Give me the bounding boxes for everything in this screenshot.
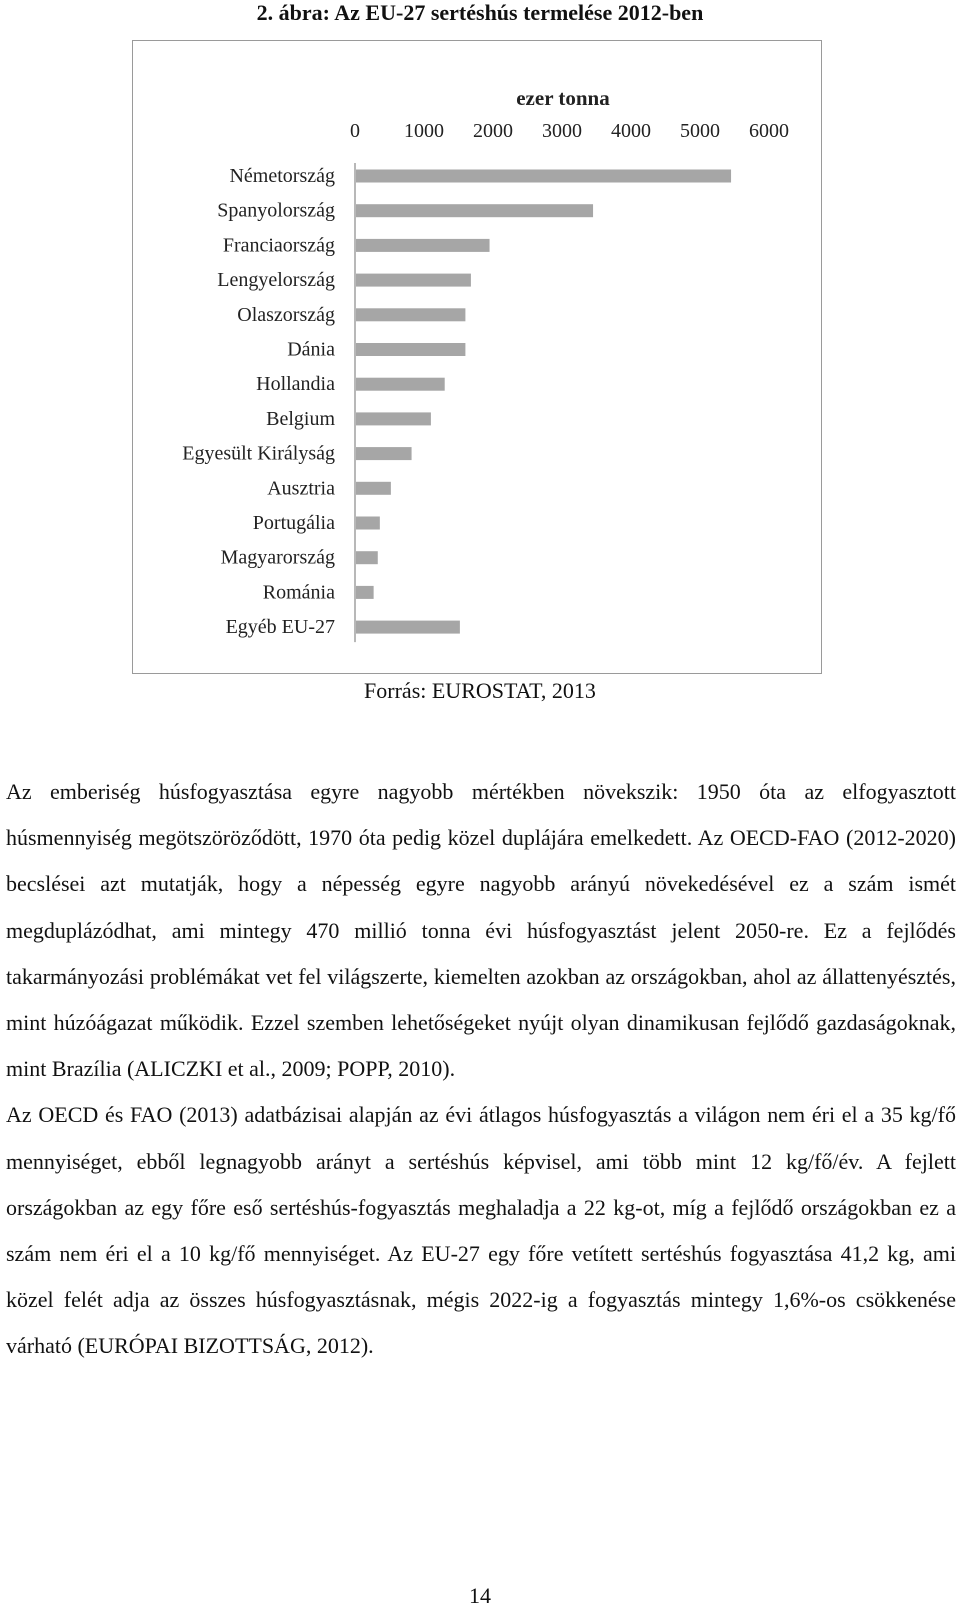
paragraph: Az OECD és FAO (2013) adatbázisai alapján az évi átlagos húsfogyasztás a világon nem éri el a 35 kg/fő mennyiséget, ebből legnagyobb arányt a sertéshús képvisel, ami több mint 12 kg/fő/év. A fejlett országokban az egy főre eső sertéshús-fogyasztás meghaladja a 22 kg-ot, míg a fejlődő országokban ez a szám nem éri el a 10 kg/fő mennyiséget. Az EU-27 egy főre vetített sertéshús fogyasztása 41,2 kg, ami közel felét adja az összes húsfogyasztásnak, mégis 2022-ig a fogyasztás mintegy 1,6%-os csökkenése várható (EURÓPAI BIZOTTSÁG, 2012).	[6, 1102, 956, 1359]
bar	[356, 274, 471, 287]
x-tick-label: 2000	[473, 120, 513, 142]
bar	[356, 239, 490, 252]
category-label: Olaszország	[237, 303, 335, 326]
bar	[356, 621, 460, 634]
bar	[356, 308, 465, 321]
bar	[356, 170, 731, 183]
category-label: Magyarország	[220, 546, 335, 569]
bar	[356, 586, 374, 599]
bar	[356, 343, 465, 356]
x-tick-label: 6000	[749, 120, 789, 142]
figure-source: Forrás: EUROSTAT, 2013	[364, 678, 596, 703]
x-tick-label: 3000	[542, 120, 582, 142]
figure-title: 2. ábra: Az EU-27 sertéshús termelése 2012-ben	[256, 0, 704, 25]
category-label: Spanyolország	[217, 199, 335, 222]
category-label: Portugália	[252, 512, 335, 534]
category-label: Lengyelország	[217, 269, 335, 292]
category-label: Dánia	[287, 338, 335, 361]
bar	[356, 517, 380, 530]
category-labels	[182, 165, 335, 638]
bar	[356, 378, 445, 391]
bar	[356, 447, 412, 460]
x-tick-label: 1000	[404, 120, 444, 142]
category-label: Egyéb EU-27	[225, 616, 335, 639]
x-tick-label: 4000	[611, 120, 651, 142]
page-number: 14	[469, 1583, 491, 1608]
chart-canvas	[133, 41, 823, 675]
bar	[356, 551, 378, 564]
category-label: Ausztria	[267, 477, 335, 500]
bar	[356, 204, 593, 217]
bar	[356, 412, 431, 425]
bar-chart	[132, 40, 822, 674]
x-axis-title: ezer tonna	[516, 86, 610, 110]
x-tick-label: 5000	[680, 120, 720, 142]
bar	[356, 482, 391, 495]
bars	[356, 170, 731, 634]
category-label: Románia	[262, 581, 335, 604]
category-label: Belgium	[266, 407, 335, 430]
category-label: Franciaország	[222, 234, 335, 257]
paragraph: Az emberiség húsfogyasztása egyre nagyobb mértékben növekszik: 1950 óta az elfogyasztott húsmennyiség megötszöröződött, 1970 óta pedig közel duplájára emelkedett. Az OECD-FAO (2012-2020) becslései azt mutatják, hogy a népesség egyre nagyobb arányú növekedésével ez a szám ismét megduplázódhat, ami mintegy 470 millió tonna évi húsfogyasztást jelent 2050-re. Ez a fejlődés takarmányozási problémákat vet fel világszerte, kiemelten azokban az országokban, ahol az állattenyésztés, mint húzóágazat működik. Ezzel szemben lehetőségeket nyújt olyan dinamikusan fejlődő gazdaságoknak, mint Brazília (ALICZKI et al., 2009; POPP, 2010).	[6, 779, 956, 1082]
x-tick-labels	[350, 120, 789, 142]
category-label: Egyesült Királyság	[182, 442, 335, 465]
category-label: Hollandia	[256, 373, 335, 396]
body-text	[6, 769, 956, 1370]
x-tick-label: 0	[350, 120, 360, 142]
category-label: Németország	[229, 165, 335, 187]
